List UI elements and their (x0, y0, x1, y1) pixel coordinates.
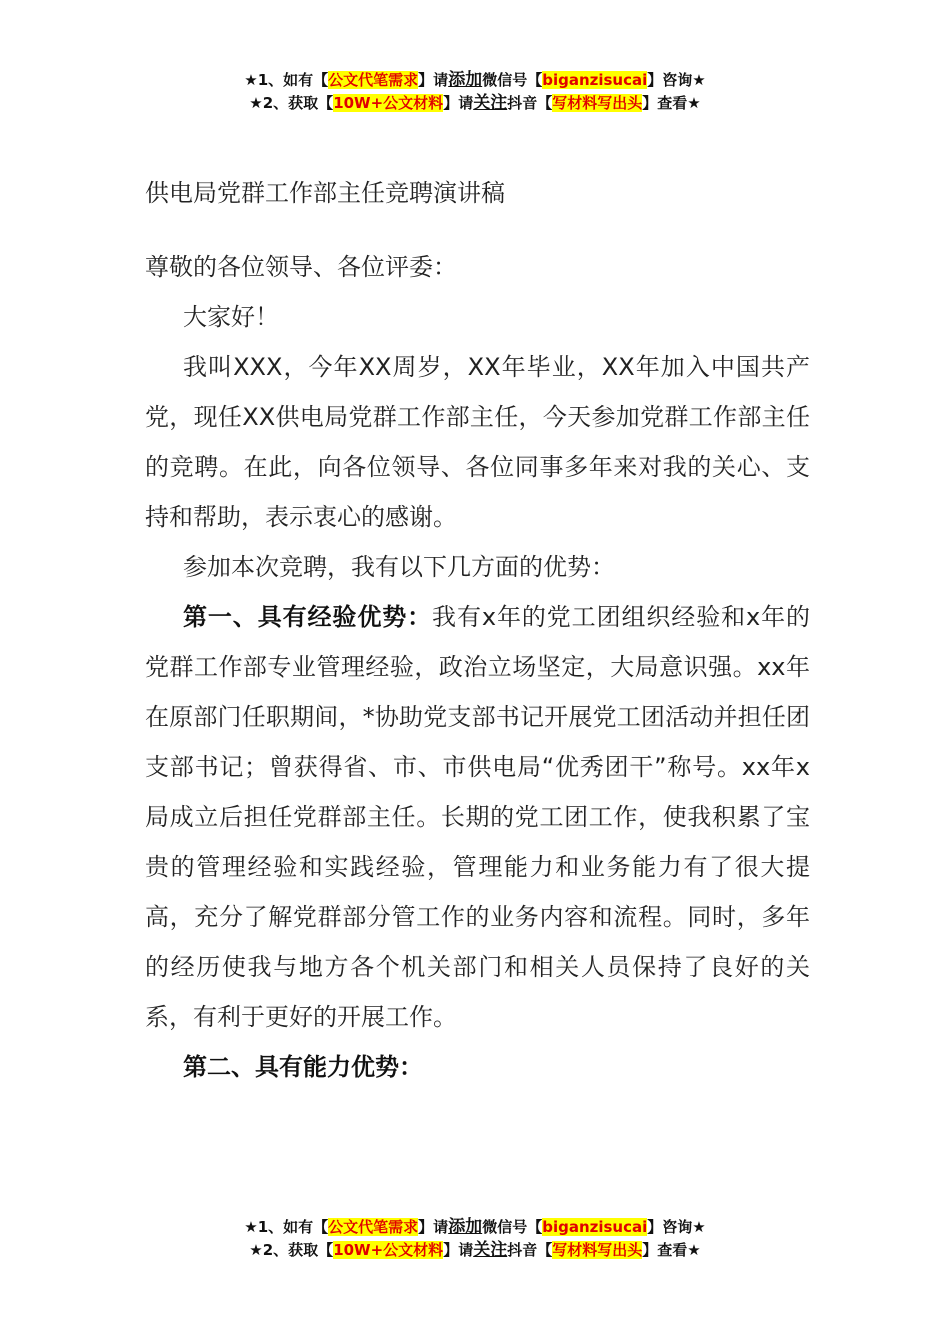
promo-line-1: ★1、如有【公文代笔需求】请添加微信号【biganzisucai】咨询★ (244, 70, 706, 90)
douyin-id: 写材料写出头 (552, 1241, 643, 1259)
document-body (145, 168, 810, 1092)
salutation: 尊敬的各位领导、各位评委： (145, 253, 457, 281)
promo-banner-top (0, 69, 950, 115)
promo-line-2: ★2、获取【10W+公文材料】请关注抖音【写材料写出头】查看★ (249, 93, 701, 113)
paragraph-advantages: 参加本次竞聘，我有以下几方面的优势： (183, 553, 615, 581)
point-1-body: 我有x年的党工团组织经验和x年的党群工作部专业管理经验，政治立场坚定，大局意识强。xx年在原部门任职期间，*协助党支部书记开展党工团活动并担任团支部书记；曾获得省、市、市供电局“优秀团干”称号。xx年x局成立后担任党群部主任。长期的党工团工作，使我积累了宝贵的管理经验和实践经验，管理能力和业务能力有了很大提高，充分了解党群部分管工作的业务内容和流程。同时，多年的经历使我与地方各个机关部门和相关人员保持了良好的关系，有利于更好的开展工作。 (145, 603, 811, 1031)
paragraph-point-2 (145, 1042, 810, 1092)
document-title: 供电局党群工作部主任竞聘演讲稿 (145, 179, 505, 207)
douyin-id: 写材料写出头 (552, 94, 643, 112)
paragraph-point-1 (145, 592, 810, 1042)
promo-line-2: ★2、获取【10W+公文材料】请关注抖音【写材料写出头】查看★ (249, 1240, 701, 1260)
promo-highlight: 10W+公文材料 (333, 94, 444, 112)
promo-banner-bottom (0, 1216, 950, 1262)
promo-highlight: 公文代笔需求 (328, 1218, 419, 1236)
wechat-id: biganzisucai (542, 1218, 648, 1236)
greeting: 大家好！ (183, 303, 279, 331)
point-1-heading: 第一、具有经验优势： (183, 603, 433, 631)
paragraph-intro: 我叫XXX，今年XX周岁，XX年毕业，XX年加入中国共产党，现任XX供电局党群工作部主任，今天参加党群工作部主任的竞聘。在此，向各位领导、各位同事多年来对我的关心、支持和帮助，表示衷心的感谢。 (145, 353, 810, 531)
point-2-heading: 第二、具有能力优势： (183, 1053, 423, 1081)
wechat-id: biganzisucai (542, 71, 648, 89)
promo-highlight: 公文代笔需求 (328, 71, 419, 89)
promo-highlight: 10W+公文材料 (333, 1241, 444, 1259)
promo-line-1: ★1、如有【公文代笔需求】请添加微信号【biganzisucai】咨询★ (244, 1217, 706, 1237)
